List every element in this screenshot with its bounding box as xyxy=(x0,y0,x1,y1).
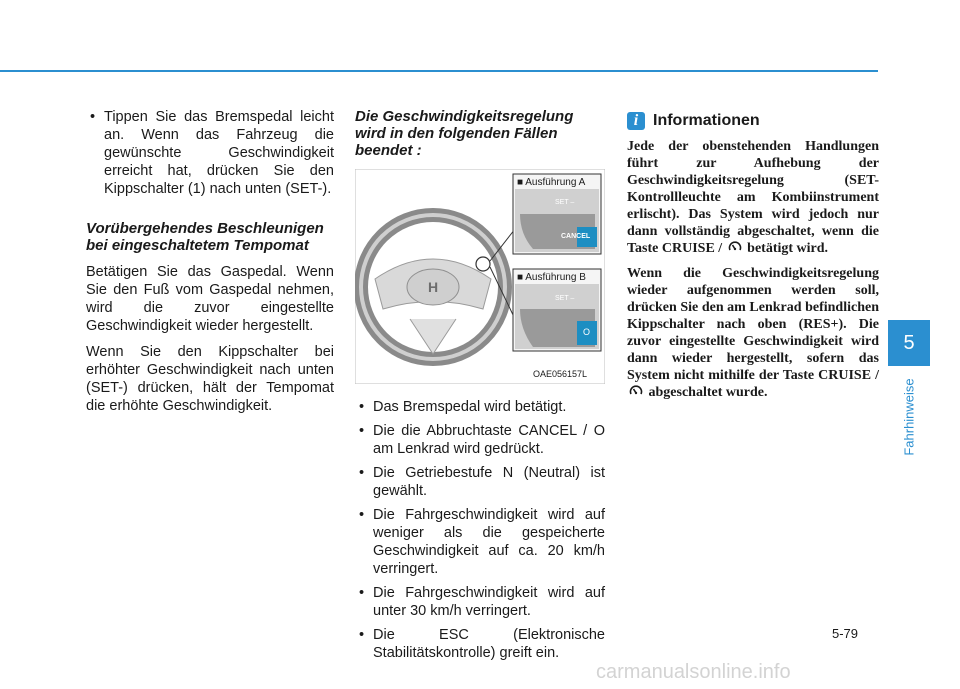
info-paragraph xyxy=(627,138,879,257)
info-box xyxy=(627,108,879,409)
paragraph: Wenn Sie den Kippschalter bei erhöhter Geschwindigkeit nach unten (SET-) drücken, hält der Tempomat die erhöhte Geschwindigkeit. xyxy=(86,344,334,414)
figure-set-label-b: SET – xyxy=(555,295,575,302)
section-heading: Die Geschwindigkeitsregelung wird in den folgenden Fällen beendet : xyxy=(355,108,574,159)
figure-cancel-label: CANCEL xyxy=(561,233,591,240)
steering-wheel-figure xyxy=(355,169,605,384)
info-paragraph xyxy=(627,265,879,401)
info-text: Jede der obenstehenden Handlungen führt zur Aufhebung der Geschwindigkeitsregelung (SET-Kontrollleuchte am Kombiinstrument erlischt). Das System wird jedoch nur dann vollständig abgeschaltet, wenn die Taste CRUISE / xyxy=(627,139,879,256)
bullet-item: • Die Getriebestufe N (Neutral) ist gewählt. xyxy=(355,464,605,500)
bullet-item: • Die ESC (Elektronische Stabilitätskontrolle) greift ein. xyxy=(355,626,605,662)
info-text: Wenn die Geschwindigkeitsregelung wieder aufgenommen werden soll, drücken Sie den am Lenkrad befindlichen Kippschalter nach oben (RES+). Die zuvor eingestellte Geschwindigkeit wird dann wieder hergestellt, sofern das System nicht mithilfe der Taste CRUISE / xyxy=(627,266,879,383)
info-text: abgeschaltet wurde. xyxy=(648,385,768,400)
info-icon: i xyxy=(627,112,645,130)
column-2 xyxy=(355,108,605,668)
bullet-item: • Die Fahrgeschwindigkeit wird auf weniger als die gespeicherte Geschwindigkeit auf ca. 20 km/h verringert. xyxy=(355,506,605,578)
paragraph: Betätigen Sie das Gaspedal. Wenn Sie den Fuß vom Gaspedal nehmen, wird die zuvor eingestellte Geschwindigkeit wieder hergestellt. xyxy=(86,264,334,334)
chapter-tab[interactable]: 5 xyxy=(888,320,930,366)
column-1 xyxy=(86,108,334,423)
svg-text:H: H xyxy=(427,279,439,295)
chapter-label-container xyxy=(893,372,925,462)
info-header xyxy=(627,112,879,130)
figure-o-label: O xyxy=(583,327,591,337)
figure-code: OAE056157L xyxy=(533,369,588,379)
page-number: 5-79 xyxy=(832,626,859,641)
cruise-icon xyxy=(629,384,643,398)
figure-label-a: ■ Ausführung A xyxy=(517,177,586,188)
figure-label-b: ■ Ausführung B xyxy=(517,272,586,283)
bullet-item: • Die Fahrgeschwindigkeit wird auf unter 30 km/h verringert. xyxy=(355,584,605,620)
footer-watermark: carmanualsonline.info xyxy=(596,661,791,683)
figure-set-label-a: SET – xyxy=(555,199,575,206)
cruise-icon xyxy=(728,240,742,254)
info-text: betätigt wird. xyxy=(747,241,829,256)
bullet-item: • Tippen Sie das Bremspedal leicht an. Wenn das Fahrzeug die gewünschte Geschwindigkeit erreicht hat, drücken Sie den Kippschalter (1) nach unten (SET-). xyxy=(86,108,334,198)
bullet-item: • Das Bremspedal wird betätigt. xyxy=(355,398,605,416)
bullet-item: • Die die Abbruchtaste CANCEL / O am Lenkrad wird gedrückt. xyxy=(355,422,605,458)
info-title: Informationen xyxy=(653,112,760,129)
chapter-label: Fahrhinweise xyxy=(901,378,917,456)
header-rule xyxy=(0,70,878,72)
section-heading: Vorübergehendes Beschleunigen bei eingeschaltetem Tempomat xyxy=(86,220,324,254)
